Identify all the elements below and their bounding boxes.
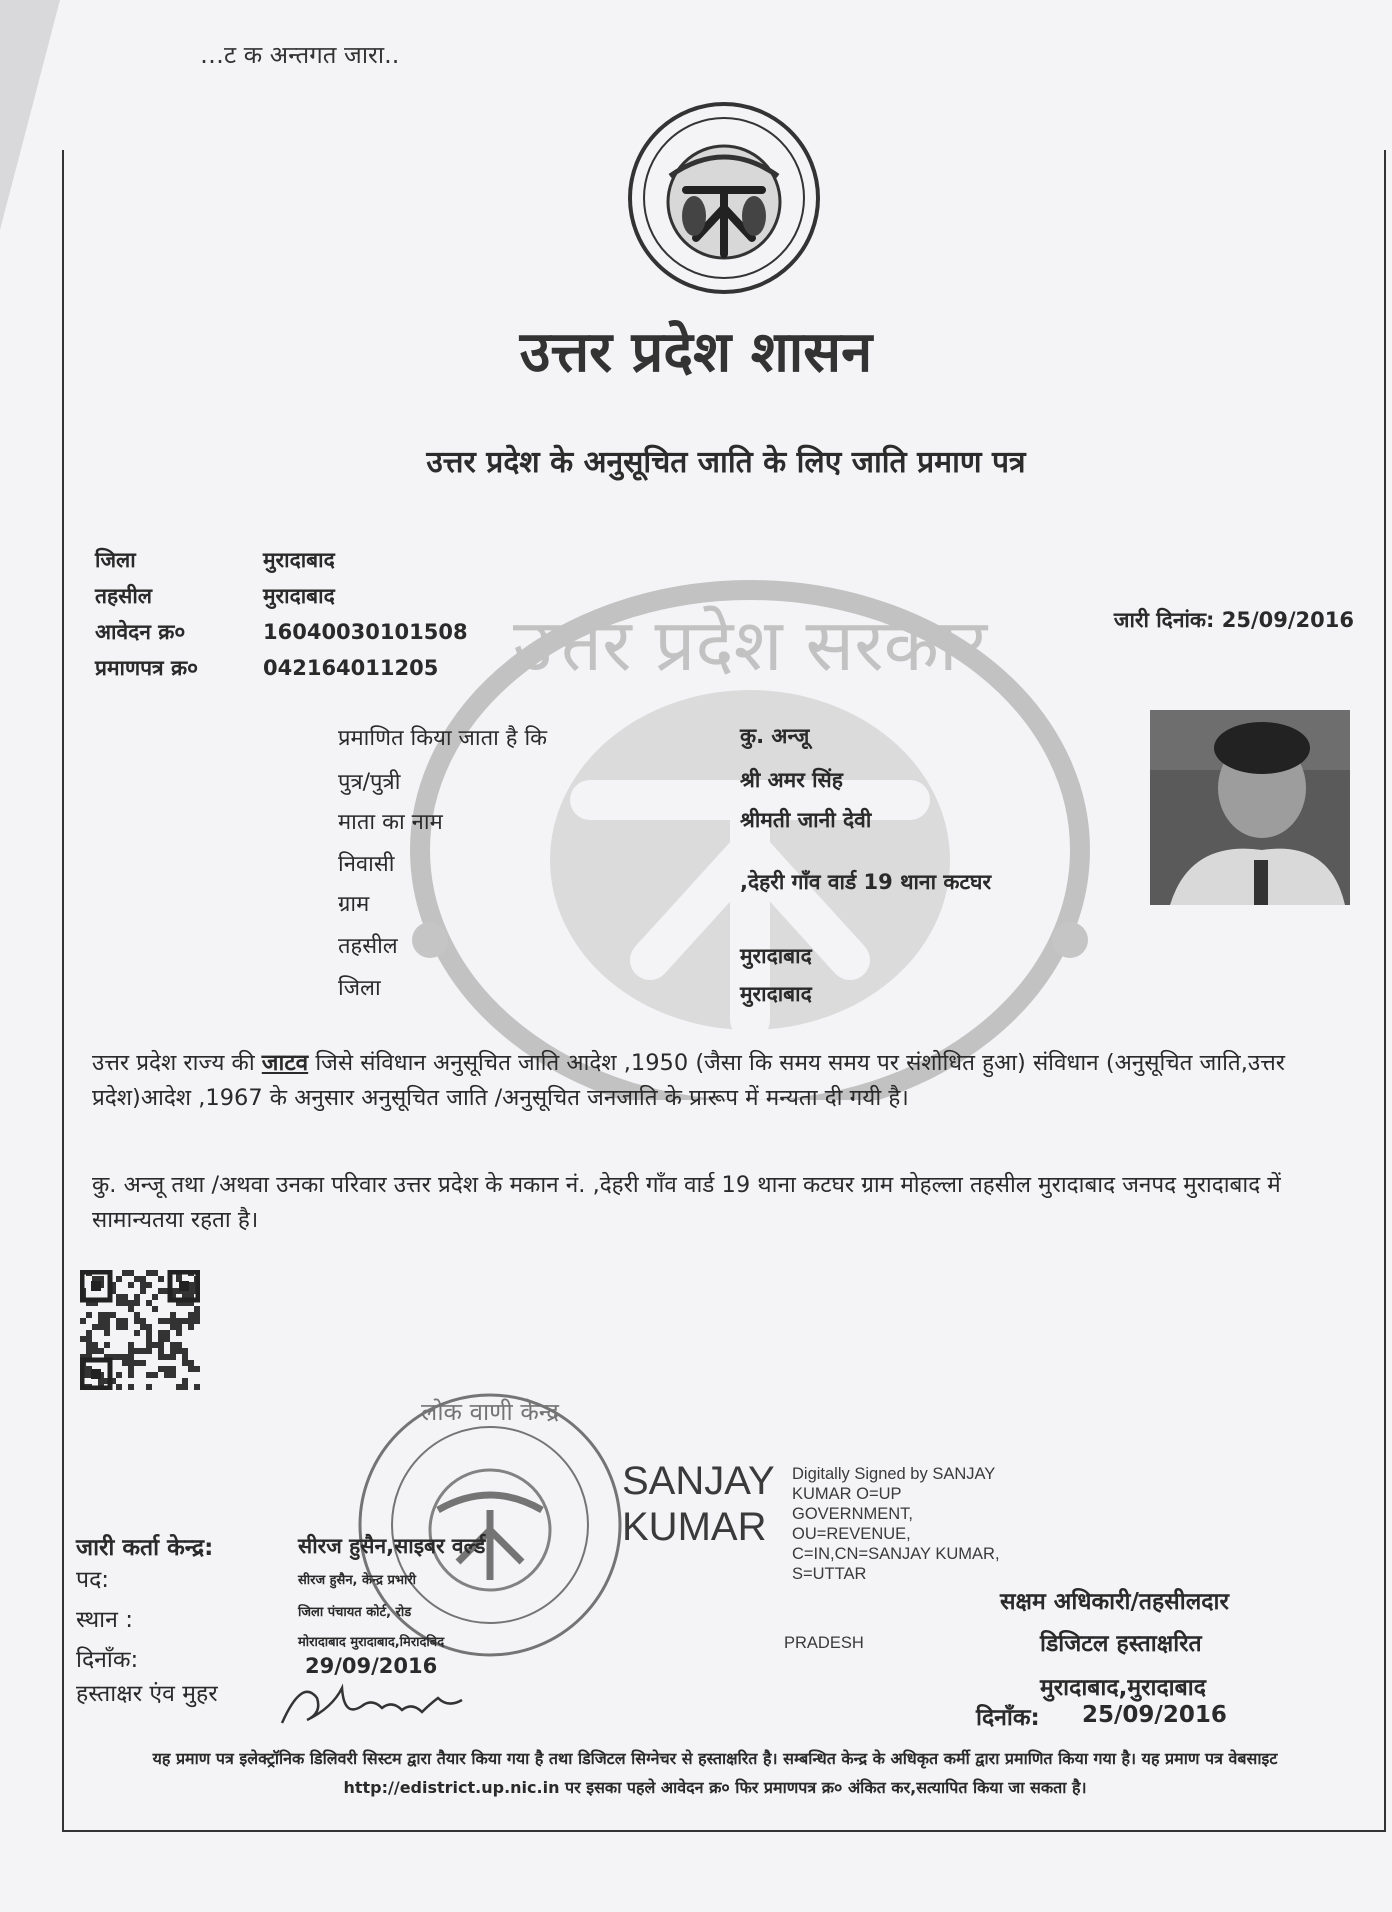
lok-vani-stamp-icon xyxy=(340,1380,640,1670)
folded-corner xyxy=(0,0,60,230)
caste-paragraph: उत्तर प्रदेश राज्य की जाटव जिसे संविधान अनुसूचित जाति आदेश ,1950 (जैसा कि समय समय पर संशोधित हुआ) संविधान (अनुसूचित जाति,उत्तर प्रदेश)आदेश ,1967 के अनुसार अनुसूचित जाति /अनुसूचित जनजाति के प्रारूप में मन्यता दी गयी है। xyxy=(92,1050,1285,1111)
qr-code xyxy=(80,1270,200,1390)
caste-name: जाटव xyxy=(261,1050,309,1076)
parent-value: श्री अमर सिंह xyxy=(740,768,843,792)
officer-place: मुरादाबाद,मुरादाबाद xyxy=(1040,1675,1206,1701)
applicant-photo xyxy=(1150,710,1350,905)
issuing-centre-label: जारी कर्ता केन्द्र: xyxy=(76,1535,214,1561)
certificate-title: उत्तर प्रदेश के अनुसूचित जाति के लिए जाति प्रमाण पत्र xyxy=(426,445,1026,480)
digital-signature-state: PRADESH xyxy=(784,1634,864,1652)
mother-label: माता का नाम xyxy=(338,810,443,835)
top-note: …ट क अन्तगत जारा.. xyxy=(200,41,400,69)
place-value: जिला पंचायत कोर्ट, रोड xyxy=(298,1605,412,1620)
officer-digital-signed: डिजिटल हस्ताक्षरित xyxy=(1040,1631,1202,1657)
address-value: मोरादाबाद मुरादाबाद,मिरादबिद xyxy=(298,1635,445,1650)
meta-row-district: जिला मुरादाबाद xyxy=(95,548,335,572)
officer-title: सक्षम अधिकारी/तहसीलदार xyxy=(1000,1589,1229,1615)
stamp-text: लोक वाणी केन्द्र xyxy=(421,1398,559,1426)
tehsil-label: तहसील xyxy=(338,934,398,959)
issuing-centre-value: सीरज हुसैन,साइबर वर्ल्ड xyxy=(298,1534,486,1558)
footer-note: यह प्रमाण पत्र इलेक्ट्रॉनिक डिलिवरी सिस्टम द्वारा तैयार किया गया है तथा डिजिटल सिग्नेचर से हस्ताक्षरित है। सम्बन्धित केन्द्र के अधिकृत कर्मी द्वारा प्रमाणित किया गया है। यह प्रमाण पत्र वेबसाइट http://edistrict.up.nic.in पर इसका पहले आवेदन क्र० फिर प्रमाणपत्र क्र० अंकित कर,सत्यापित किया जा सकता है। xyxy=(152,1749,1278,1797)
mother-value: श्रीमती जानी देवी xyxy=(740,808,872,832)
signature-label: हस्ताक्षर एंव मुहर xyxy=(76,1681,218,1707)
meta-row-tehsil: तहसील मुरादाबाद xyxy=(95,584,335,608)
certified-value: कु. अन्जू xyxy=(740,724,810,748)
issue-date-label: दिनाँक: xyxy=(76,1647,139,1673)
district-value: मुरादाबाद xyxy=(740,982,812,1006)
up-emblem-icon xyxy=(624,98,824,298)
officer-date-label: दिनाँक: xyxy=(976,1705,1040,1731)
certified-label: प्रमाणित किया जाता है कि xyxy=(338,726,548,751)
watermark-seal-text: उत्तर प्रदेश सरकार xyxy=(512,603,988,687)
digital-signature-detail: Digitally Signed by SANJAY KUMAR O=UP GOVERNMENT, OU=REVENUE, C=IN,CN=SANJAY KUMAR, S=UTTAR xyxy=(792,1465,1000,1583)
government-title: उत्तर प्रदेश शासन xyxy=(519,320,873,385)
officer-date-value: 25/09/2016 xyxy=(1082,1702,1227,1728)
parent-label: पुत्र/पुत्री xyxy=(338,770,401,795)
district-label: जिला xyxy=(338,976,381,1001)
resident-label: निवासी xyxy=(338,852,395,877)
post-label: पद: xyxy=(76,1567,110,1593)
place-label: स्थान : xyxy=(76,1607,133,1633)
digital-signer-name: SANJAY KUMAR xyxy=(622,1459,775,1549)
residence-paragraph: कु. अन्जू तथा /अथवा उनका परिवार उत्तर प्रदेश के मकान नं. ,देहरी गाँव वार्ड 19 थाना कटघर ग्राम मोहल्ला तहसील मुरादाबाद जनपद मुरादाबाद में सामान्यतया रहता है। xyxy=(92,1172,1281,1233)
handwritten-signature xyxy=(272,1668,502,1738)
meta-row-certificate: प्रमाणपत्र क्र० 042164011205 xyxy=(95,656,439,680)
post-value: सीरज हुसैन, केन्द्र प्रभारी xyxy=(298,1573,417,1588)
village-label: ग्राम xyxy=(338,892,370,917)
resident-value: ,देहरी गाँव वार्ड 19 थाना कटघर xyxy=(740,870,992,894)
issue-date: जारी दिनांक: 25/09/2016 xyxy=(1113,608,1354,632)
issue-date-value: 29/09/2016 xyxy=(305,1654,438,1678)
meta-row-application: आवेदन क्र० 16040030101508 xyxy=(95,620,468,644)
tehsil-value: मुरादाबाद xyxy=(740,944,812,968)
